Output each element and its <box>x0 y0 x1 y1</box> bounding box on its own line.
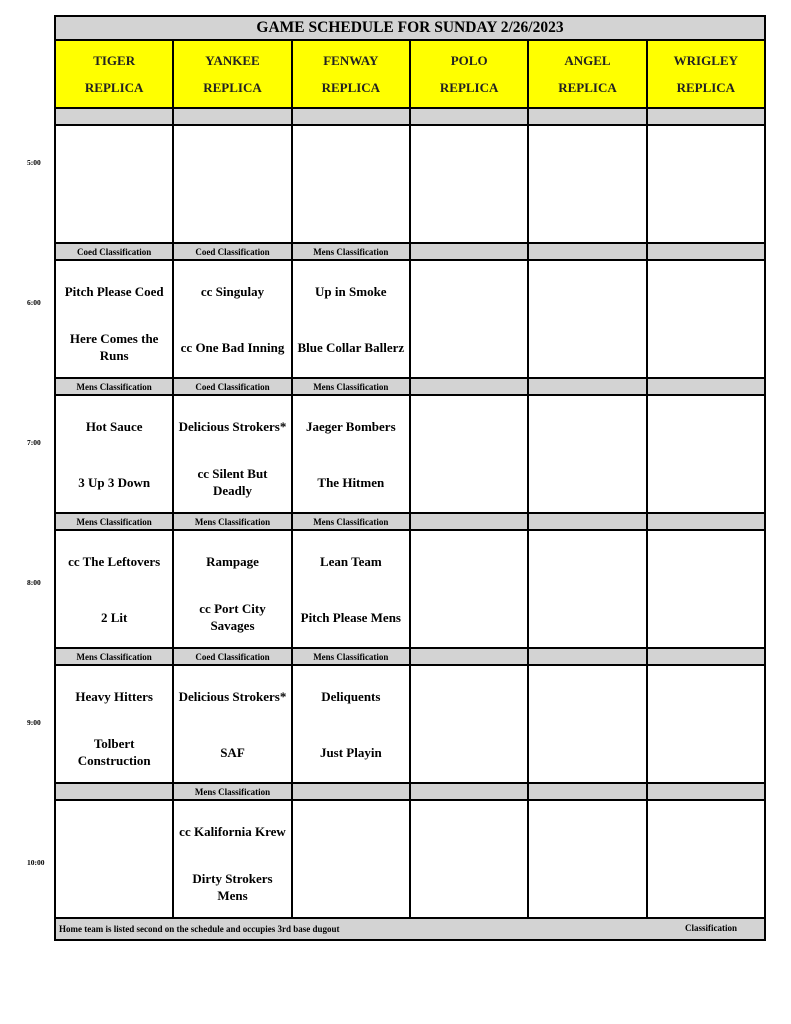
classification-cell <box>647 378 765 395</box>
field-name: WRIGLEY <box>673 53 738 68</box>
game-cell <box>410 665 528 783</box>
field-header-0 <box>55 40 173 108</box>
game-cell <box>647 530 765 648</box>
away-team: cc Kalifornia Krew <box>179 823 286 839</box>
classification-cell: Mens Classification <box>292 378 410 395</box>
classification-cell: Coed Classification <box>173 648 291 665</box>
home-team: Dirty Strokers Mens <box>192 871 273 903</box>
away-team: cc The Leftovers <box>68 553 161 569</box>
game-cell <box>173 665 291 783</box>
game-cell <box>292 665 410 783</box>
field-name: YANKEE <box>205 53 260 68</box>
time-label: 10:00 <box>27 858 45 867</box>
game-cell <box>55 530 173 648</box>
classification-cell: Mens Classification <box>173 513 291 530</box>
game-cell <box>173 125 291 243</box>
game-cell <box>410 530 528 648</box>
footer-cell <box>55 918 765 940</box>
classification-cell <box>528 648 646 665</box>
game-cell <box>647 125 765 243</box>
game-cell <box>55 125 173 243</box>
classification-cell <box>528 783 646 800</box>
field-subtitle: REPLICA <box>321 80 381 95</box>
title-row <box>55 16 765 40</box>
classification-cell <box>528 513 646 530</box>
game-cell <box>528 395 646 513</box>
classification-cell <box>528 378 646 395</box>
classification-cell <box>292 108 410 125</box>
classification-row <box>55 243 765 260</box>
footer-row <box>55 918 765 940</box>
away-team: Rampage <box>206 553 259 569</box>
classification-cell <box>173 108 291 125</box>
game-cell <box>528 530 646 648</box>
classification-cell <box>55 108 173 125</box>
time-slot-row <box>55 125 765 243</box>
away-team: Jaeger Bombers <box>305 418 396 434</box>
classification-row <box>55 783 765 800</box>
classification-cell: Mens Classification <box>55 648 173 665</box>
field-name: FENWAY <box>323 53 379 68</box>
time-slot-row <box>55 260 765 378</box>
game-cell <box>410 800 528 918</box>
away-team: Lean Team <box>319 553 382 569</box>
home-team: Pitch Please Mens <box>300 609 401 625</box>
field-name: POLO <box>450 53 488 68</box>
home-team: Tolbert Construction <box>77 736 151 768</box>
away-team: cc Singulay <box>200 283 265 299</box>
classification-cell <box>647 243 765 260</box>
game-cell <box>528 260 646 378</box>
classification-cell <box>292 783 410 800</box>
classification-cell <box>528 243 646 260</box>
classification-cell: Coed Classification <box>173 243 291 260</box>
classification-cell <box>410 783 528 800</box>
home-team-note: Home team is listed second on the schedule and occupies 3rd base dugout <box>59 924 340 934</box>
classification-cell: Mens Classification <box>292 243 410 260</box>
away-team: Deliquents <box>321 688 381 704</box>
game-cell <box>647 800 765 918</box>
classification-cell <box>410 648 528 665</box>
field-header-1 <box>173 40 291 108</box>
classification-cell: Mens Classification <box>55 513 173 530</box>
home-team: 3 Up 3 Down <box>78 474 151 490</box>
game-cell <box>647 665 765 783</box>
time-label: 7:00 <box>27 438 41 447</box>
away-team: Hot Sauce <box>85 418 143 434</box>
classification-cell: Coed Classification <box>55 243 173 260</box>
home-team: Just Playin <box>319 744 382 760</box>
time-label: 6:00 <box>27 298 41 307</box>
field-subtitle: REPLICA <box>676 80 736 95</box>
game-cell <box>647 260 765 378</box>
classification-cell: Mens Classification <box>173 783 291 800</box>
away-team: Delicious Strokers* <box>178 418 287 434</box>
field-subtitle: REPLICA <box>558 80 617 95</box>
classification-cell <box>410 378 528 395</box>
classification-row <box>55 513 765 530</box>
classification-cell: Mens Classification <box>292 513 410 530</box>
game-cell <box>528 125 646 243</box>
schedule-title: GAME SCHEDULE FOR SUNDAY 2/26/2023 <box>55 16 765 40</box>
game-cell <box>55 395 173 513</box>
game-cell <box>173 800 291 918</box>
classification-row <box>55 378 765 395</box>
game-cell <box>292 800 410 918</box>
field-header-2 <box>292 40 410 108</box>
game-cell <box>173 260 291 378</box>
game-cell <box>528 800 646 918</box>
game-cell <box>410 395 528 513</box>
field-subtitle: REPLICA <box>203 80 262 95</box>
schedule-table <box>54 15 766 941</box>
field-subtitle: REPLICA <box>439 80 499 95</box>
home-team: SAF <box>220 744 245 760</box>
game-cell <box>292 125 410 243</box>
field-subtitle: REPLICA <box>84 80 144 95</box>
game-cell <box>292 395 410 513</box>
game-cell <box>292 530 410 648</box>
game-cell <box>173 530 291 648</box>
classification-cell <box>647 783 765 800</box>
classification-row <box>55 108 765 125</box>
field-header-3 <box>410 40 528 108</box>
game-cell <box>410 125 528 243</box>
field-header-4 <box>528 40 646 108</box>
time-slot-row <box>55 395 765 513</box>
game-cell <box>528 665 646 783</box>
classification-cell <box>647 648 765 665</box>
game-cell <box>410 260 528 378</box>
game-cell <box>55 665 173 783</box>
home-team: cc One Bad Inning <box>180 339 285 355</box>
time-label: 9:00 <box>27 718 41 727</box>
game-cell <box>173 395 291 513</box>
classification-cell <box>410 108 528 125</box>
field-header-5 <box>647 40 765 108</box>
classification-cell <box>55 783 173 800</box>
time-slot-row <box>55 665 765 783</box>
away-team: Heavy Hitters <box>75 688 153 704</box>
home-team: 2 Lit <box>100 609 128 625</box>
classification-row <box>55 648 765 665</box>
classification-cell: Mens Classification <box>292 648 410 665</box>
game-cell <box>647 395 765 513</box>
classification-cell <box>528 108 646 125</box>
away-team: Pitch Please Coed <box>64 283 164 299</box>
classification-cell: Coed Classification <box>173 378 291 395</box>
away-team: Delicious Strokers* <box>178 688 287 704</box>
time-slot-row <box>55 800 765 918</box>
classification-cell: Mens Classification <box>55 378 173 395</box>
home-team: Blue Collar Ballerz <box>297 339 405 355</box>
home-team: cc Silent But Deadly <box>197 466 268 498</box>
game-cell <box>292 260 410 378</box>
home-team: Here Comes the Runs <box>69 331 159 363</box>
time-label: 5:00 <box>27 158 41 167</box>
field-name: TIGER <box>93 53 136 68</box>
time-label: 8:00 <box>27 578 41 587</box>
classification-legend: Classification <box>684 923 737 933</box>
field-header-row <box>55 40 765 108</box>
classification-cell <box>410 243 528 260</box>
time-slot-row <box>55 530 765 648</box>
away-team: Up in Smoke <box>315 283 387 299</box>
classification-cell <box>647 108 765 125</box>
classification-cell <box>410 513 528 530</box>
home-team: The Hitmen <box>317 474 385 490</box>
classification-cell <box>647 513 765 530</box>
field-name: ANGEL <box>564 53 611 68</box>
game-cell <box>55 260 173 378</box>
game-cell <box>55 800 173 918</box>
home-team: cc Port City Savages <box>199 601 266 633</box>
